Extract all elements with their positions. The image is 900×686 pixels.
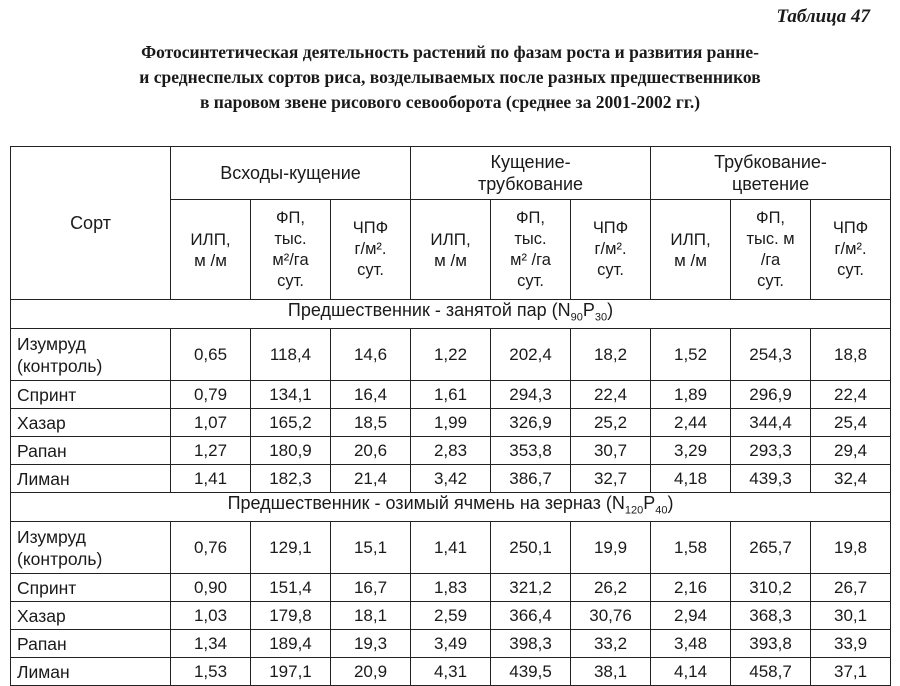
title-line: Фотосинтетическая деятельность растений по фазам роста и развития ранне- [141,42,759,62]
value-cell: 2,59 [411,602,491,630]
data-table [10,146,891,686]
value-cell: 353,8 [491,437,571,465]
value-cell: 37,1 [811,658,891,686]
value-cell: 398,3 [491,630,571,658]
value-cell: 3,49 [411,630,491,658]
value-cell: 26,7 [811,574,891,602]
value-cell: 20,9 [331,658,411,686]
value-cell: 293,3 [731,437,811,465]
predecessor-end: ) [667,492,674,513]
value-cell: 250,1 [491,522,571,574]
title-line: в паровом звене рисового севооборота (среднее за 2001-2002 гг.) [199,92,701,112]
value-cell: 197,1 [251,658,331,686]
value-cell: 189,4 [251,630,331,658]
predecessor-label [11,493,891,522]
value-cell: 386,7 [491,465,571,493]
ilp-header: ИЛП, м /м [411,200,491,300]
sort-name: Рапан [11,630,171,658]
value-cell: 32,4 [811,465,891,493]
value-cell: 26,2 [571,574,651,602]
value-cell: 1,61 [411,381,491,409]
table-row [11,574,891,602]
value-cell: 30,7 [571,437,651,465]
phase-header: Кущение- трубкование [411,147,651,200]
value-cell: 165,2 [251,409,331,437]
value-cell: 3,42 [411,465,491,493]
value-cell: 0,65 [171,329,251,381]
value-cell: 4,18 [651,465,731,493]
value-cell: 179,8 [251,602,331,630]
value-cell: 1,52 [651,329,731,381]
value-cell: 4,31 [411,658,491,686]
value-cell: 20,6 [331,437,411,465]
value-cell: 1,58 [651,522,731,574]
predecessor-p: P [643,492,656,513]
table-row [11,409,891,437]
value-cell: 18,5 [331,409,411,437]
value-cell: 254,3 [731,329,811,381]
value-cell: 25,4 [811,409,891,437]
table-row [11,602,891,630]
predecessor-end: ) [607,299,614,320]
value-cell: 19,8 [811,522,891,574]
value-cell: 439,3 [731,465,811,493]
sort-column-header: Сорт [11,147,171,300]
phase-header: Всходы-кущение [171,147,411,200]
value-cell: 326,9 [491,409,571,437]
value-cell: 0,79 [171,381,251,409]
value-cell: 134,1 [251,381,331,409]
sort-name: Изумруд (контроль) [11,522,171,574]
value-cell: 1,34 [171,630,251,658]
predecessor-p: P [582,299,595,320]
value-cell: 1,89 [651,381,731,409]
table-row [11,465,891,493]
predecessor-n-index: 90 [570,311,583,324]
table-row [11,522,891,574]
value-cell: 2,44 [651,409,731,437]
value-cell: 33,2 [571,630,651,658]
value-cell: 1,41 [411,522,491,574]
value-cell: 22,4 [571,381,651,409]
value-cell: 2,16 [651,574,731,602]
value-cell: 3,48 [651,630,731,658]
predecessor-text: Предшественник - занятой пар (N [287,299,571,320]
sort-name: Изумруд (контроль) [11,329,171,381]
value-cell: 4,14 [651,658,731,686]
table-header [11,147,891,300]
value-cell: 344,4 [731,409,811,437]
value-cell: 296,9 [731,381,811,409]
table-row [11,381,891,409]
value-cell: 368,3 [731,602,811,630]
value-cell: 15,1 [331,522,411,574]
value-cell: 25,2 [571,409,651,437]
value-cell: 366,4 [491,602,571,630]
sort-name: Лиман [11,465,171,493]
chpf-header: ЧПФ г/м². сут. [331,200,411,300]
value-cell: 0,76 [171,522,251,574]
value-cell: 32,7 [571,465,651,493]
table-row [11,658,891,686]
title-line: и среднеспелых сортов риса, возделываемых после разных предшественников [139,67,761,87]
value-cell: 3,29 [651,437,731,465]
value-cell: 38,1 [571,658,651,686]
value-cell: 265,7 [731,522,811,574]
value-cell: 22,4 [811,381,891,409]
table-row [11,437,891,465]
predecessor-label [11,300,891,329]
value-cell: 439,5 [491,658,571,686]
table-row [11,329,891,381]
predecessor-p-index: 30 [594,311,608,324]
value-cell: 1,53 [171,658,251,686]
value-cell: 1,99 [411,409,491,437]
value-cell: 202,4 [491,329,571,381]
sort-name: Спринт [11,574,171,602]
table-number: Таблица 47 [776,6,870,27]
sort-name: Хазар [11,602,171,630]
table-body [11,300,891,686]
value-cell: 1,07 [171,409,251,437]
value-cell: 16,4 [331,381,411,409]
value-cell: 19,9 [571,522,651,574]
value-cell: 393,8 [731,630,811,658]
fp-header: ФП, тыс. м²/га сут. [251,200,331,300]
value-cell: 19,3 [331,630,411,658]
value-cell: 33,9 [811,630,891,658]
fp-header: ФП, тыс. м /га сут. [731,200,811,300]
value-cell: 18,8 [811,329,891,381]
value-cell: 180,9 [251,437,331,465]
value-cell: 21,4 [331,465,411,493]
sort-name: Рапан [11,437,171,465]
value-cell: 14,6 [331,329,411,381]
fp-header: ФП, тыс. м² /га сут. [491,200,571,300]
value-cell: 129,1 [251,522,331,574]
value-cell: 1,83 [411,574,491,602]
value-cell: 18,1 [331,602,411,630]
value-cell: 18,2 [571,329,651,381]
value-cell: 2,83 [411,437,491,465]
value-cell: 29,4 [811,437,891,465]
value-cell: 30,1 [811,602,891,630]
value-cell: 0,90 [171,574,251,602]
table-row [11,630,891,658]
value-cell: 310,2 [731,574,811,602]
ilp-header: ИЛП, м /м [171,200,251,300]
predecessor-text: Предшественник - озимый ячмень на зерназ (N [227,492,625,513]
sort-name: Спринт [11,381,171,409]
predecessor-n-index: 120 [624,504,644,517]
value-cell: 1,22 [411,329,491,381]
value-cell: 118,4 [251,329,331,381]
predecessor-p-index: 40 [655,504,668,517]
value-cell: 458,7 [731,658,811,686]
value-cell: 1,41 [171,465,251,493]
value-cell: 1,03 [171,602,251,630]
sort-name: Хазар [11,409,171,437]
chpf-header: ЧПФ г/м². сут. [811,200,891,300]
value-cell: 182,3 [251,465,331,493]
value-cell: 151,4 [251,574,331,602]
value-cell: 16,7 [331,574,411,602]
ilp-header: ИЛП, м /м [651,200,731,300]
value-cell: 2,94 [651,602,731,630]
table-title [20,40,880,115]
value-cell: 1,27 [171,437,251,465]
sort-name: Лиман [11,658,171,686]
value-cell: 294,3 [491,381,571,409]
phase-header: Трубкование- цветение [651,147,891,200]
predecessor-row [11,493,891,522]
chpf-header: ЧПФ г/м². сут. [571,200,651,300]
value-cell: 30,76 [571,602,651,630]
predecessor-row [11,300,891,329]
value-cell: 321,2 [491,574,571,602]
